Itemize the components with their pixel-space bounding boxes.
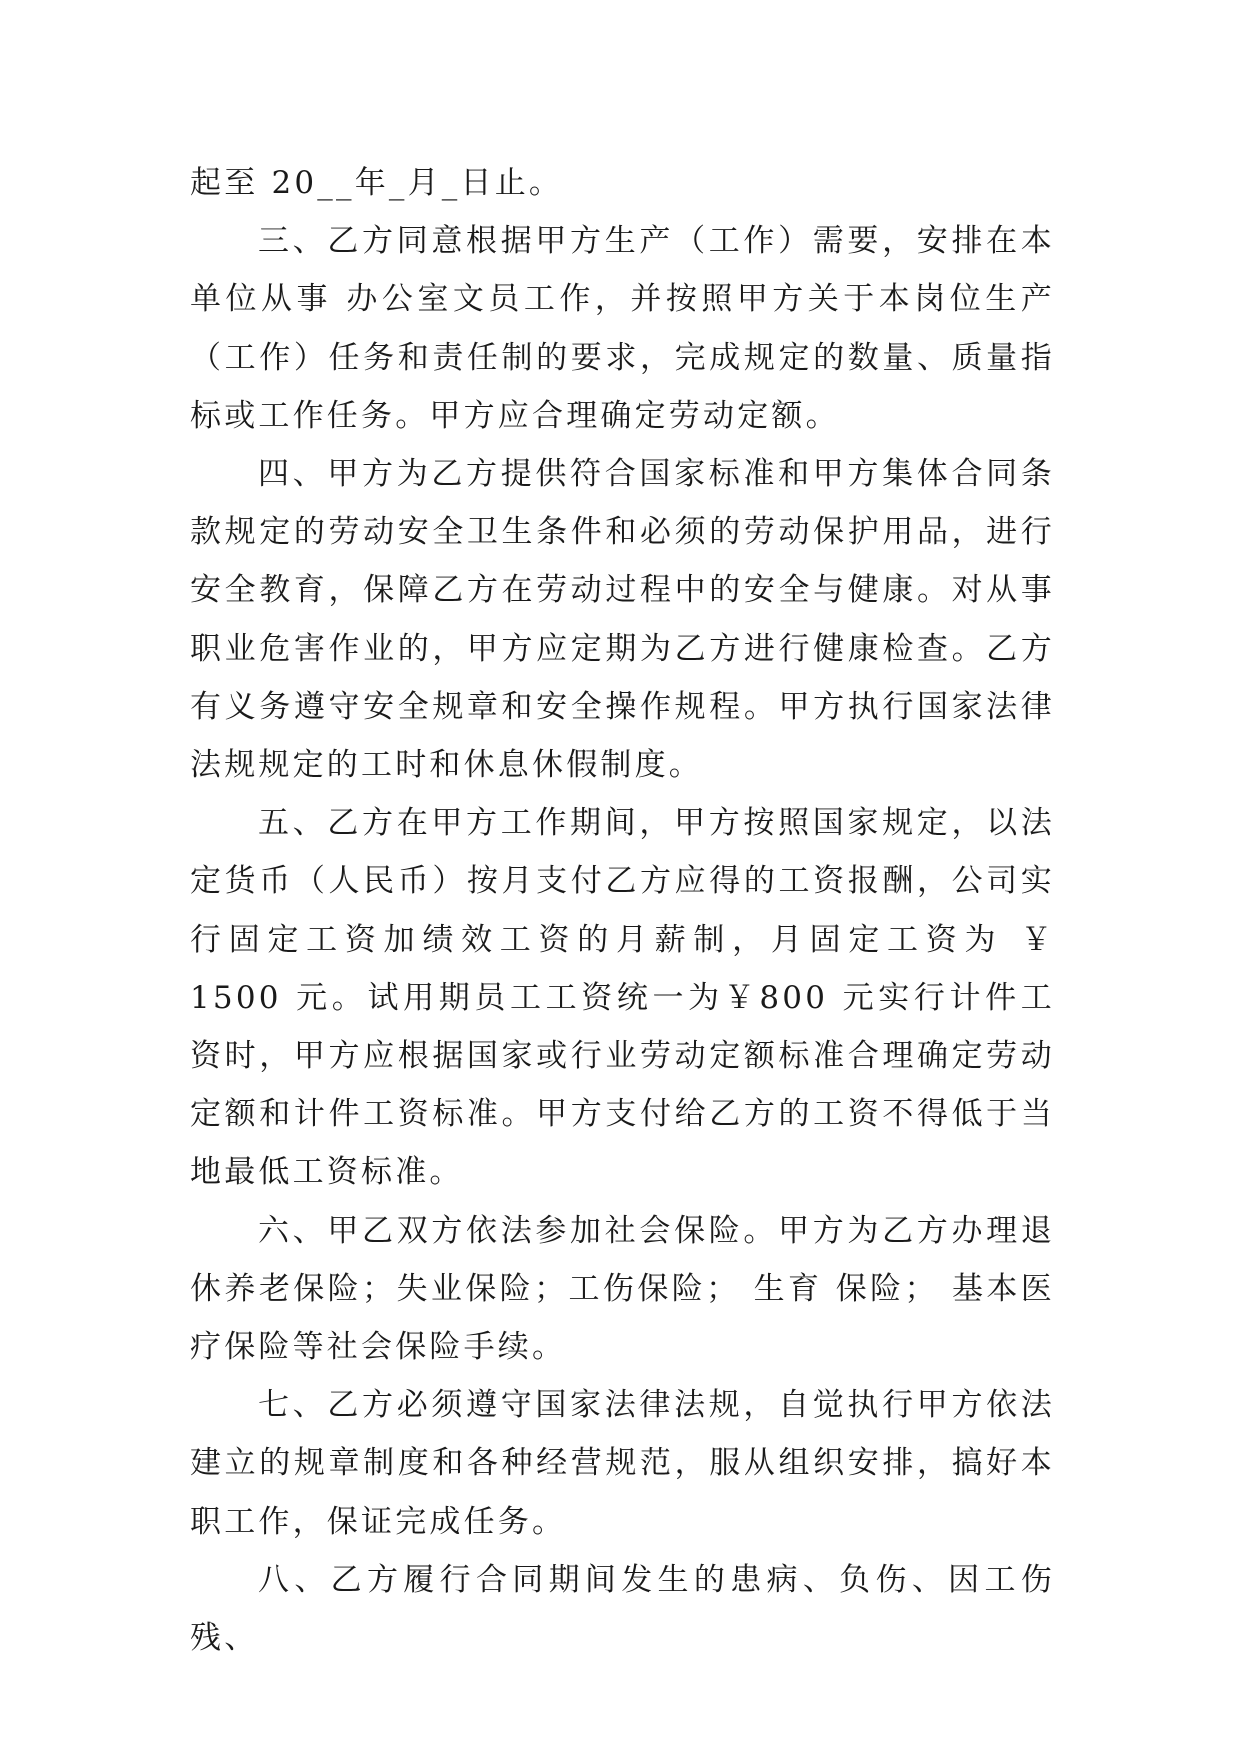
paragraph-clause-5: 五、乙方在甲方工作期间，甲方按照国家规定，以法定货币（人民币）按月支付乙方应得的工资报酬，公司实行固定工资加绩效工资的月薪制，月固定工资为 ￥ 1500 元。试用期员工工资统一为￥800 元实行计件工资时，甲方应根据国家或行业劳动定额标准合理确定劳动定额和计件工资标准。甲方支付给乙方的工资不得低于当地最低工资标准。 (190, 805, 1055, 1191)
paragraph-clause-8: 八、乙方履行合同期间发生的患病、负伤、因工伤残、 (190, 1561, 1055, 1657)
paragraph-clause-3: 三、乙方同意根据甲方生产（工作）需要，安排在本单位从事 办公室文员工作，并按照甲方关于本岗位生产（工作）任务和责任制的要求，完成规定的数量、质量指标或工作任务。甲方应合理确定劳动定额。 (190, 223, 1055, 434)
paragraph-clause-7: 七、乙方必须遵守国家法律法规，自觉执行甲方依法建立的规章制度和各种经营规范，服从组织安排，搞好本职工作，保证完成任务。 (190, 1387, 1055, 1540)
paragraph-term-end: 起至 20__年_月_日止。 (190, 165, 564, 201)
paragraph-clause-4: 四、甲方为乙方提供符合国家标准和甲方集体合同条款规定的劳动安全卫生条件和必须的劳动保护用品，进行安全教育，保障乙方在劳动过程中的安全与健康。对从事职业危害作业的，甲方应定期为乙方进行健康检查。乙方有义务遵守安全规章和安全操作规程。甲方执行国家法律法规规定的工时和休息休假制度。 (190, 456, 1055, 784)
paragraph-clause-6: 六、甲乙双方依法参加社会保险。甲方为乙方办理退休养老保险；失业保险；工伤保险； 生育 保险； 基本医疗保险等社会保险手续。 (190, 1212, 1055, 1366)
contract-body (190, 154, 1055, 1667)
